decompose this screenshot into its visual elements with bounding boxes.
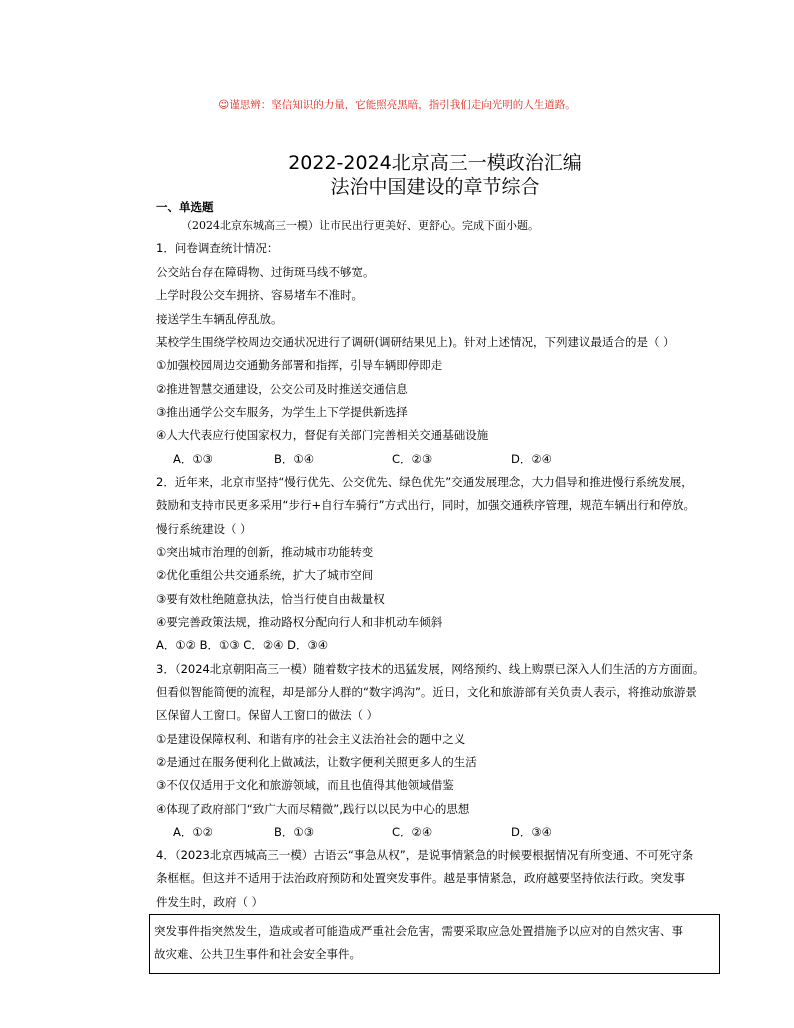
q1-survey-line: 接送学生车辆乱停乱放。 bbox=[156, 312, 283, 326]
q1-option-a[interactable]: A．①③ bbox=[173, 452, 213, 466]
motto-banner: ☺谨思辨：坚信知识的力量，它能照亮黑暗，指引我们走向光明的人生道路。 bbox=[218, 99, 576, 111]
q2-options[interactable]: A．①② B．①③ C．②④ D．③④ bbox=[156, 638, 329, 652]
q3-stem-line: 3．（2024北京朝阳高三一模）随着数字技术的迅猛发展，网络预约、线上购票已深入人们生活的方方面面。 bbox=[156, 662, 705, 676]
q1-option-b[interactable]: B．①④ bbox=[274, 452, 315, 466]
q1-item: ③推出通学公交车服务，为学生上下学提供新选择 bbox=[156, 405, 408, 419]
q4-material-box bbox=[149, 914, 720, 974]
q3-option-a[interactable]: A．①② bbox=[173, 825, 213, 839]
q2-item: ①突出城市治理的创新，推动城市功能转变 bbox=[156, 545, 374, 559]
document-subtitle: 法治中国建设的章节综合 bbox=[330, 176, 540, 198]
q2-stem-line: 2．近年来，北京市坚持“慢行优先、公交优先、绿色优先”交通发展理念，大力倡导和推进慢行系统发展， bbox=[156, 475, 693, 489]
q3-item: ③不仅仅适用于文化和旅游领域，而且也值得其他领域借鉴 bbox=[156, 778, 454, 792]
q3-options bbox=[0, 824, 794, 840]
q1-stem: 1．问卷调查统计情况： bbox=[156, 241, 279, 255]
q3-option-c[interactable]: C．②④ bbox=[392, 825, 433, 839]
q1-survey-line: 公交站台存在障碍物、过街斑马线不够宽。 bbox=[156, 265, 375, 279]
q4-material-line: 突发事件指突然发生，造成或者可能造成严重社会危害，需要采取应急处置措施予以应对的自然灾害、事 bbox=[154, 924, 683, 938]
q4-stem-line: 件发生时，政府（ ） bbox=[156, 895, 264, 909]
document-title: 2022-2024北京高三一模政治汇编 bbox=[288, 152, 582, 174]
q1-option-d[interactable]: D．②④ bbox=[511, 452, 552, 466]
q4-stem-line: 条框框。但这并不适用于法治政府预防和处置突发事件。越是事情紧急，政府越要坚持依法行政。突发事 bbox=[156, 871, 685, 885]
q4-stem-line: 4．（2023北京西城高三一模）古语云“事急从权”，是说事情紧急的时候要根据情况有所变通、不可死守条 bbox=[156, 848, 694, 862]
q3-item: ④体现了政府部门“致广大而尽精微”,践行以以民为中心的思想 bbox=[156, 802, 470, 816]
q2-stem-line: 鼓励和支持市民更多采用“步行+自行车骑行”方式出行，同时，加强交通秩序管理，规范车辆出行和停放。 bbox=[156, 498, 696, 512]
q1-item: ②推进智慧交通建设，公交公司及时推送交通信息 bbox=[156, 382, 408, 396]
q1-question: 某校学生围绕学校周边交通状况进行了调研(调研结果见上)。针对上述情况，下列建议最适合的是（ ） bbox=[156, 335, 675, 349]
q3-item: ②是通过在服务便利化上做减法，让数字便利关照更多人的生活 bbox=[156, 755, 477, 769]
q3-stem-line: 但看似智能简便的流程，却是部分人群的“数字鸿沟”。近日，文化和旅游部有关负责人表示，将推动旅游景 bbox=[156, 685, 697, 699]
q1-item: ①加强校园周边交通勤务部署和指挥，引导车辆即停即走 bbox=[156, 358, 443, 372]
q3-item: ①是建设保障权利、和谐有序的社会主义法治社会的题中之义 bbox=[156, 732, 466, 746]
section-heading: 一、单选题 bbox=[156, 200, 214, 214]
q1-options bbox=[0, 451, 794, 467]
question-group-intro: （2024北京东城高三一模）让市民出行更美好、更舒心。完成下面小题。 bbox=[181, 219, 539, 232]
q1-survey-line: 上学时段公交车拥挤、容易堵车不准时。 bbox=[156, 288, 363, 302]
q2-stem-line: 慢行系统建设（ ） bbox=[156, 522, 252, 536]
q1-item: ④人大代表应行使国家权力，督促有关部门完善相关交通基础设施 bbox=[156, 428, 489, 442]
q3-stem-line: 区保留人工窗口。保留人工窗口的做法（ ） bbox=[156, 708, 379, 722]
q2-item: ②优化重组公共交通系统，扩大了城市空间 bbox=[156, 568, 374, 582]
q2-item: ④要完善政策法规，推动路权分配向行人和非机动车倾斜 bbox=[156, 615, 443, 629]
q4-material-line: 故灾难、公共卫生事件和社会安全事件。 bbox=[154, 947, 361, 961]
q1-option-c[interactable]: C．②③ bbox=[392, 452, 433, 466]
q3-option-b[interactable]: B．①③ bbox=[274, 825, 315, 839]
q3-option-d[interactable]: D．③④ bbox=[511, 825, 552, 839]
q2-item: ③要有效杜绝随意执法，恰当行使自由裁量权 bbox=[156, 592, 385, 606]
